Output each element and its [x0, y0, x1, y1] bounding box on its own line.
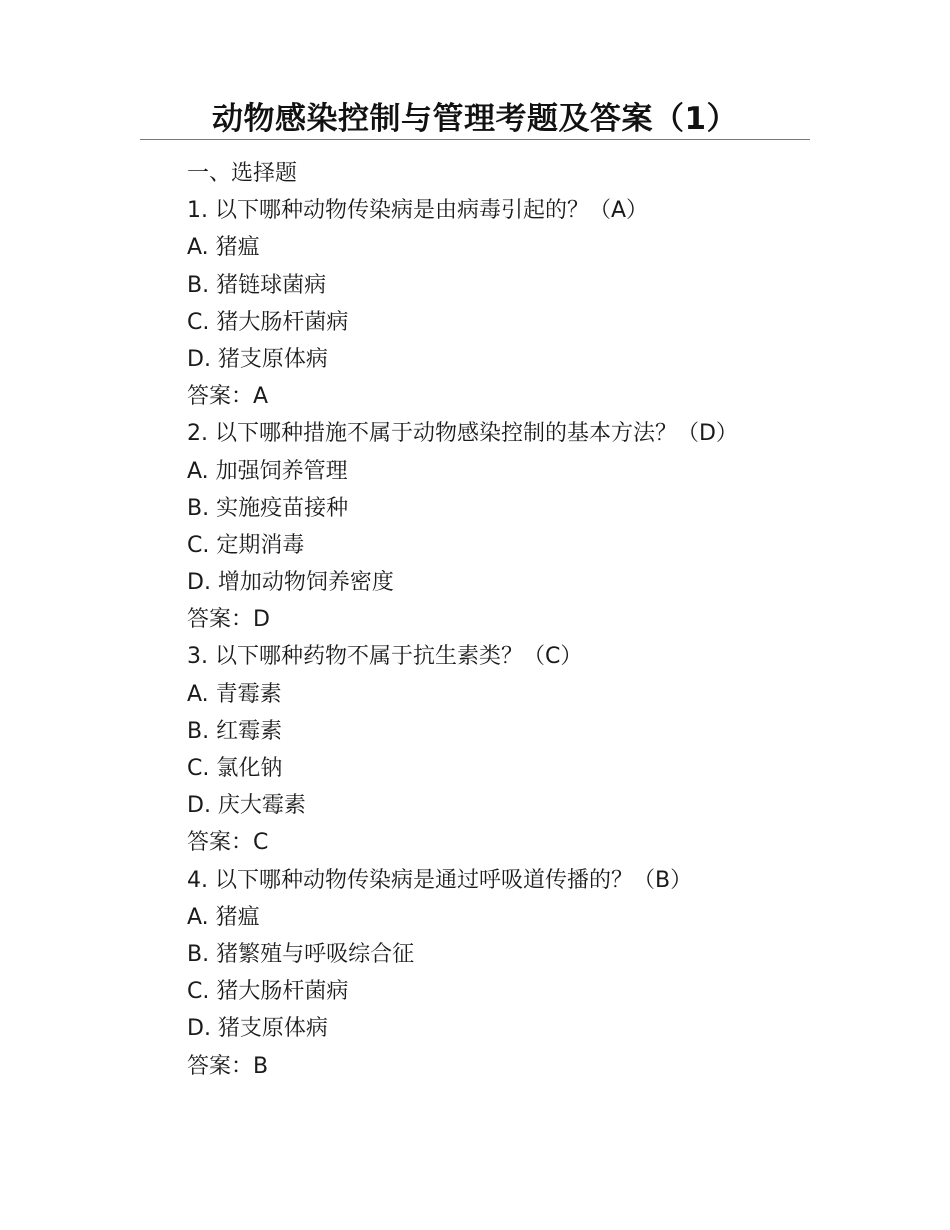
question-block	[187, 192, 827, 415]
question-option: D. 庆大霉素	[187, 793, 306, 819]
question-option: A. 青霉素	[187, 681, 282, 707]
question-stem: 2. 以下哪种措施不属于动物感染控制的基本方法？（D）	[187, 421, 738, 447]
question-option: D. 增加动物饲养密度	[187, 570, 394, 596]
question-answer: 答案：B	[187, 1053, 269, 1079]
question-option: C. 猪大肠杆菌病	[187, 979, 349, 1005]
question-option: C. 定期消毒	[187, 532, 305, 558]
question-option: B. 猪繁殖与呼吸综合征	[187, 941, 415, 967]
question-block	[187, 415, 827, 638]
question-block	[187, 862, 827, 1085]
question-option: B. 红霉素	[187, 718, 283, 744]
question-answer: 答案：A	[187, 384, 269, 410]
question-option: C. 猪大肠杆菌病	[187, 309, 349, 335]
title-underline	[140, 139, 810, 140]
question-option: D. 猪支原体病	[187, 1016, 328, 1042]
question-block	[187, 638, 827, 861]
question-option: A. 猪瘟	[187, 904, 260, 930]
question-option: C. 氯化钠	[187, 756, 283, 781]
section-heading: 一、选择题	[187, 161, 298, 186]
document-body	[187, 155, 827, 1085]
question-stem: 3. 以下哪种药物不属于抗生素类？（C）	[187, 644, 583, 670]
question-stem: 4. 以下哪种动物传染病是通过呼吸道传播的？（B）	[187, 867, 693, 893]
question-stem: 1. 以下哪种动物传染病是由病毒引起的？（A）	[187, 198, 649, 224]
question-option: D. 猪支原体病	[187, 346, 328, 372]
question-option: B. 实施疫苗接种	[187, 495, 349, 521]
document-title: 动物感染控制与管理考题及答案（1）	[211, 101, 739, 137]
question-option: A. 猪瘟	[187, 235, 260, 261]
question-answer: 答案：D	[187, 607, 270, 633]
question-option: A. 加强饲养管理	[187, 458, 348, 484]
question-option: B. 猪链球菌病	[187, 272, 327, 298]
question-answer: 答案：C	[187, 830, 269, 856]
